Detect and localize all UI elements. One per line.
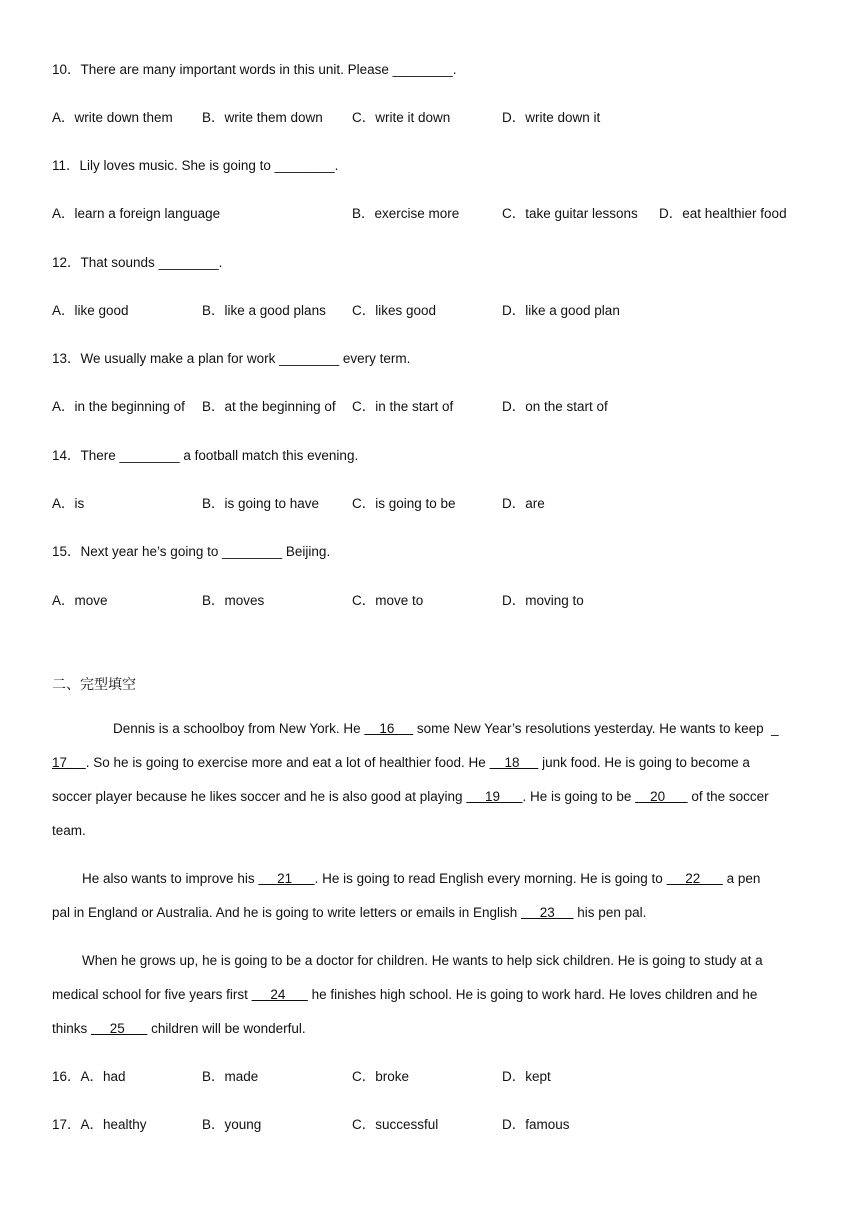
- option-c: C．likes good: [352, 303, 437, 318]
- option-c: C．write it down: [352, 110, 451, 125]
- section-title: 二、完型填空: [52, 677, 136, 693]
- option-b: B．young: [202, 1117, 262, 1132]
- passage-line: When he grows up, he is going to be a doctor for children. He wants to help sick children. He is going to study at a: [82, 953, 763, 968]
- option-c: C．is going to be: [352, 496, 456, 511]
- option-a: A．move: [52, 593, 108, 608]
- option-d: D．famous: [502, 1117, 570, 1132]
- option-c: C．successful: [352, 1117, 439, 1132]
- option-c: C．in the start of: [352, 399, 454, 414]
- option-d: D．are: [502, 496, 545, 511]
- passage-line: team.: [52, 823, 86, 838]
- passage-line: soccer player because he likes soccer and he is also good at playing 19 . He is going to be 20 of the soccer: [52, 789, 769, 804]
- option-b: B．like a good plans: [202, 303, 326, 318]
- option-a: A．is: [52, 496, 85, 511]
- blank-22: 22: [666, 871, 723, 886]
- question-stem: 11．Lily loves music. She is going to ________.: [52, 158, 339, 173]
- option-a: 16．A．had: [52, 1069, 126, 1084]
- blank-20: 20: [635, 789, 688, 804]
- blank-17: 17: [52, 755, 86, 770]
- option-d: D．write down it: [502, 110, 601, 125]
- option-a: A．in the beginning of: [52, 399, 185, 414]
- option-b: B．write them down: [202, 110, 323, 125]
- passage-line: pal in England or Australia. And he is going to write letters or emails in English 23 his pen pal.: [52, 905, 647, 920]
- blank-18: 18: [489, 755, 539, 770]
- option-c: C．move to: [352, 593, 424, 608]
- question-stem: 14．There ________ a football match this evening.: [52, 448, 359, 463]
- option-a: 17．A．healthy: [52, 1117, 147, 1132]
- option-d: D．eat healthier food: [659, 206, 787, 221]
- option-b: B．exercise more: [352, 206, 460, 221]
- option-a: A．learn a foreign language: [52, 206, 221, 221]
- option-d: D．like a good plan: [502, 303, 620, 318]
- option-d: D．moving to: [502, 593, 584, 608]
- option-d: D．on the start of: [502, 399, 608, 414]
- blank-25: 25: [91, 1021, 148, 1036]
- option-b: B．made: [202, 1069, 259, 1084]
- blank-24: 24: [251, 987, 308, 1002]
- option-c: C．broke: [352, 1069, 410, 1084]
- passage-line: He also wants to improve his 21 . He is going to read English every morning. He is going to 22 a pen: [82, 871, 761, 886]
- blank-16: 16: [364, 721, 414, 736]
- passage-line: medical school for five years first 24 he finishes high school. He is going to work hard. He loves children and he: [52, 987, 758, 1002]
- option-c: C．take guitar lessons: [502, 206, 638, 221]
- question-stem: 15．Next year he’s going to ________ Beijing.: [52, 544, 331, 559]
- passage-line: thinks 25 children will be wonderful.: [52, 1021, 306, 1036]
- question-stem: 10．There are many important words in this unit. Please ________.: [52, 62, 457, 77]
- option-b: B．is going to have: [202, 496, 320, 511]
- option-a: A．write down them: [52, 110, 173, 125]
- blank-19: 19: [466, 789, 523, 804]
- question-stem: 13．We usually make a plan for work ________ every term.: [52, 351, 411, 366]
- option-b: B．at the beginning of: [202, 399, 336, 414]
- passage-line: Dennis is a schoolboy from New York. He 16 some New Year’s resolutions yesterday. He wants to keep _: [113, 721, 779, 736]
- question-stem: 12．That sounds ________.: [52, 255, 223, 270]
- blank-23: 23: [521, 905, 574, 920]
- option-a: A．like good: [52, 303, 129, 318]
- option-b: B．moves: [202, 593, 265, 608]
- passage-line: 17 . So he is going to exercise more and eat a lot of healthier food. He 18 junk food. He is going to become a: [52, 755, 750, 770]
- option-d: D．kept: [502, 1069, 551, 1084]
- blank-21: 21: [258, 871, 315, 886]
